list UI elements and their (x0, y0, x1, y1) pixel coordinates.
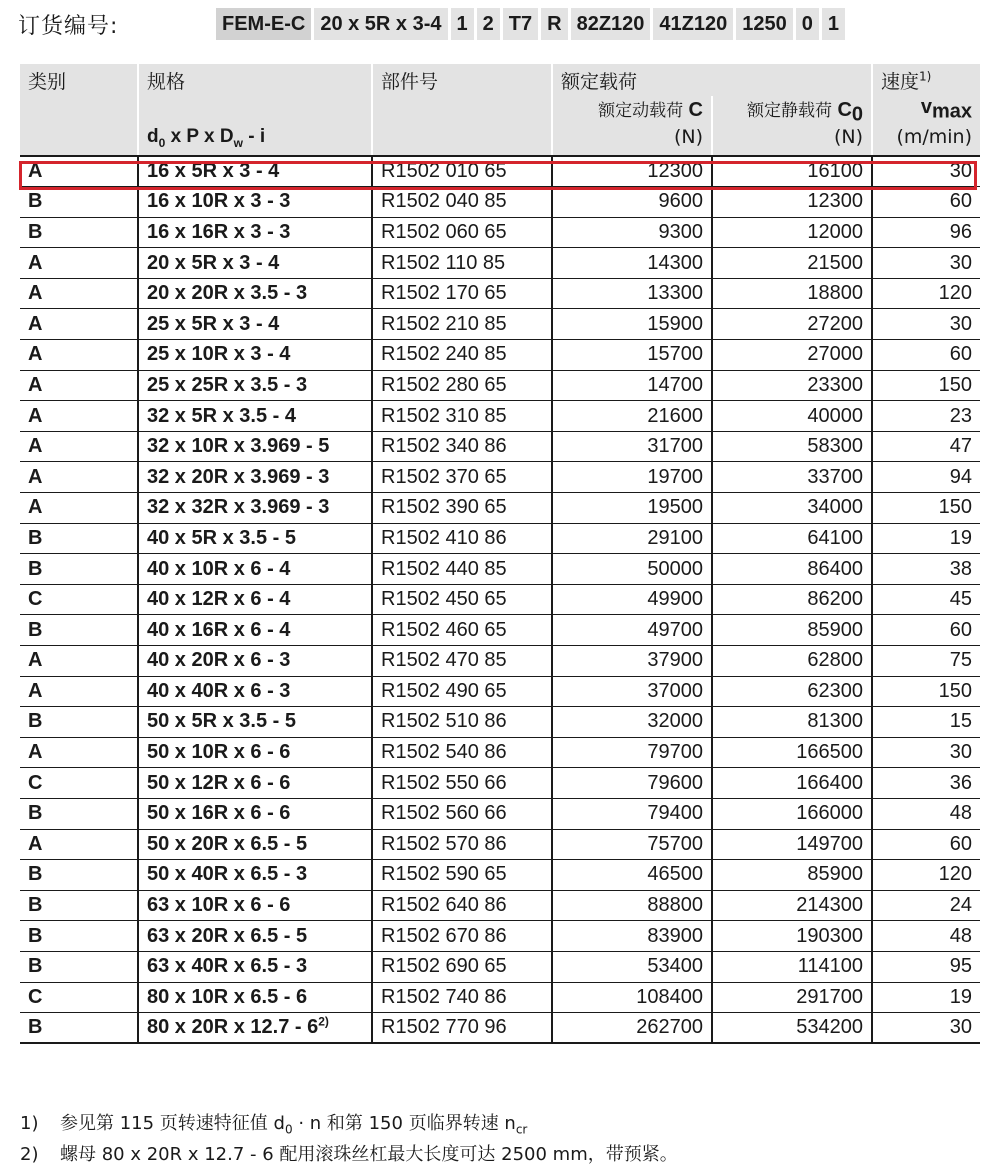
cell-static-load: 64100 (712, 523, 872, 554)
cell-static-load: 149700 (712, 829, 872, 860)
table-row (20, 646, 980, 677)
cell-category: B (20, 217, 138, 248)
table-row (20, 676, 980, 707)
order-code-cell: FEM-E-C (216, 8, 311, 40)
cell-speed: 24 (872, 890, 980, 921)
cell-static-load: 62300 (712, 676, 872, 707)
header-dynamic-load: 额定动载荷 C (552, 96, 712, 126)
cell-category: A (20, 309, 138, 340)
order-code-cell: 82Z120 (571, 8, 651, 40)
table-row (20, 309, 980, 340)
cell-static-load: 85900 (712, 860, 872, 891)
cell-spec: 50 x 40R x 6.5 - 3 (138, 860, 372, 891)
order-code-cells (216, 8, 848, 40)
cell-dynamic-load: 53400 (552, 951, 712, 982)
order-code-cell: T7 (503, 8, 538, 40)
spec-table-body (20, 156, 980, 1043)
cell-category: A (20, 401, 138, 432)
cell-spec: 40 x 10R x 6 - 4 (138, 554, 372, 585)
table-row (20, 829, 980, 860)
cell-part-no: R1502 210 85 (372, 309, 552, 340)
cell-spec: 40 x 5R x 3.5 - 5 (138, 523, 372, 554)
cell-static-load: 58300 (712, 431, 872, 462)
cell-spec: 50 x 12R x 6 - 6 (138, 768, 372, 799)
cell-category: B (20, 890, 138, 921)
cell-dynamic-load: 83900 (552, 921, 712, 952)
header-spec: 规格 (138, 64, 372, 96)
cell-dynamic-load: 32000 (552, 707, 712, 738)
cell-static-load: 12000 (712, 217, 872, 248)
cell-spec: 80 x 20R x 12.7 - 6$^{2)}$ (138, 1013, 372, 1044)
cell-speed: 48 (872, 798, 980, 829)
cell-static-load: 18800 (712, 278, 872, 309)
order-code-cell: 20 x 5R x 3-4 (314, 8, 447, 40)
cell-dynamic-load: 29100 (552, 523, 712, 554)
cell-speed: 30 (872, 1013, 980, 1044)
cell-spec: 50 x 5R x 3.5 - 5 (138, 707, 372, 738)
cell-category: A (20, 646, 138, 677)
cell-category: B (20, 798, 138, 829)
cell-spec: 80 x 10R x 6.5 - 6 (138, 982, 372, 1013)
cell-static-load: 534200 (712, 1013, 872, 1044)
table-row (20, 156, 980, 187)
cell-speed: 15 (872, 707, 980, 738)
order-code-cell: 1 (451, 8, 474, 40)
cell-static-load: 16100 (712, 156, 872, 187)
order-code-cell: 2 (477, 8, 500, 40)
cell-part-no: R1502 570 86 (372, 829, 552, 860)
cell-dynamic-load: 9300 (552, 217, 712, 248)
cell-static-load: 166500 (712, 737, 872, 768)
cell-category: B (20, 523, 138, 554)
cell-dynamic-load: 15700 (552, 340, 712, 371)
cell-category: A (20, 370, 138, 401)
table-row (20, 860, 980, 891)
cell-static-load: 12300 (712, 187, 872, 218)
cell-category: B (20, 951, 138, 982)
cell-spec: 50 x 20R x 6.5 - 5 (138, 829, 372, 860)
cell-part-no: R1502 670 86 (372, 921, 552, 952)
cell-dynamic-load: 108400 (552, 982, 712, 1013)
cell-speed: 95 (872, 951, 980, 982)
cell-part-no: R1502 010 65 (372, 156, 552, 187)
cell-spec: 40 x 12R x 6 - 4 (138, 584, 372, 615)
cell-dynamic-load: 49700 (552, 615, 712, 646)
cell-part-no: R1502 560 66 (372, 798, 552, 829)
order-code-cell: R (541, 8, 567, 40)
cell-dynamic-load: 14700 (552, 370, 712, 401)
cell-speed: 23 (872, 401, 980, 432)
order-code-cell: 41Z120 (653, 8, 733, 40)
cell-dynamic-load: 88800 (552, 890, 712, 921)
cell-speed: 38 (872, 554, 980, 585)
cell-spec: 32 x 20R x 3.969 - 3 (138, 462, 372, 493)
cell-speed: 150 (872, 493, 980, 524)
cell-category: B (20, 187, 138, 218)
cell-dynamic-load: 79700 (552, 737, 712, 768)
cell-static-load: 114100 (712, 951, 872, 982)
table-row (20, 248, 980, 279)
cell-category: A (20, 737, 138, 768)
header-speed-symbol: $v_{max}$ (872, 96, 980, 126)
table-row (20, 982, 980, 1013)
cell-static-load: 85900 (712, 615, 872, 646)
cell-part-no: R1502 740 86 (372, 982, 552, 1013)
cell-speed: 30 (872, 737, 980, 768)
header-static-load: 额定静载荷 $C_0$ (712, 96, 872, 126)
table-row (20, 431, 980, 462)
table-row (20, 278, 980, 309)
cell-category: B (20, 1013, 138, 1044)
cell-category: A (20, 462, 138, 493)
spec-table (20, 64, 980, 1044)
cell-part-no: R1502 450 65 (372, 584, 552, 615)
cell-dynamic-load: 262700 (552, 1013, 712, 1044)
cell-dynamic-load: 37900 (552, 646, 712, 677)
cell-part-no: R1502 540 86 (372, 737, 552, 768)
cell-category: A (20, 278, 138, 309)
cell-spec: 63 x 40R x 6.5 - 3 (138, 951, 372, 982)
table-row (20, 768, 980, 799)
cell-category: B (20, 860, 138, 891)
footnotes (20, 1108, 678, 1170)
cell-part-no: R1502 040 85 (372, 187, 552, 218)
cell-speed: 47 (872, 431, 980, 462)
table-row (20, 890, 980, 921)
cell-part-no: R1502 410 86 (372, 523, 552, 554)
cell-static-load: 81300 (712, 707, 872, 738)
cell-speed: 30 (872, 156, 980, 187)
cell-dynamic-load: 37000 (552, 676, 712, 707)
cell-spec: 16 x 5R x 3 - 4 (138, 156, 372, 187)
cell-dynamic-load: 19700 (552, 462, 712, 493)
cell-speed: 30 (872, 309, 980, 340)
cell-speed: 36 (872, 768, 980, 799)
cell-dynamic-load: 50000 (552, 554, 712, 585)
header-speed-unit: (m/min) (872, 126, 980, 156)
cell-speed: 150 (872, 676, 980, 707)
cell-spec: 25 x 25R x 3.5 - 3 (138, 370, 372, 401)
header-rated-load: 额定载荷 (552, 64, 872, 96)
footnote: 1) 参见第 115 页转速特征值 $d_0 \cdot n$ 和第 150 页临界转速 $n_{cr}$ (20, 1113, 528, 1137)
cell-part-no: R1502 770 96 (372, 1013, 552, 1044)
cell-spec: 25 x 10R x 3 - 4 (138, 340, 372, 371)
cell-category: A (20, 248, 138, 279)
table-row (20, 217, 980, 248)
cell-dynamic-load: 19500 (552, 493, 712, 524)
cell-speed: 60 (872, 187, 980, 218)
cell-part-no: R1502 440 85 (372, 554, 552, 585)
cell-spec: 20 x 5R x 3 - 4 (138, 248, 372, 279)
cell-part-no: R1502 590 65 (372, 860, 552, 891)
cell-part-no: R1502 280 65 (372, 370, 552, 401)
order-code-cell: 0 (796, 8, 819, 40)
cell-speed: 60 (872, 615, 980, 646)
cell-category: A (20, 676, 138, 707)
cell-speed: 94 (872, 462, 980, 493)
cell-spec: 32 x 32R x 3.969 - 3 (138, 493, 372, 524)
cell-static-load: 214300 (712, 890, 872, 921)
cell-part-no: R1502 370 65 (372, 462, 552, 493)
cell-static-load: 40000 (712, 401, 872, 432)
cell-static-load: 166400 (712, 768, 872, 799)
cell-dynamic-load: 75700 (552, 829, 712, 860)
cell-speed: 19 (872, 523, 980, 554)
cell-dynamic-load: 21600 (552, 401, 712, 432)
cell-static-load: 21500 (712, 248, 872, 279)
table-row (20, 340, 980, 371)
cell-spec: 63 x 20R x 6.5 - 5 (138, 921, 372, 952)
cell-static-load: 27000 (712, 340, 872, 371)
cell-dynamic-load: 12300 (552, 156, 712, 187)
cell-part-no: R1502 550 66 (372, 768, 552, 799)
order-code-strip (18, 6, 848, 42)
cell-static-load: 62800 (712, 646, 872, 677)
header-spec-formula: $d_0$ x P x $D_w$ - i (138, 126, 372, 156)
cell-part-no: R1502 170 65 (372, 278, 552, 309)
cell-speed: 45 (872, 584, 980, 615)
order-code-cell: 1 (822, 8, 845, 40)
cell-part-no: R1502 340 86 (372, 431, 552, 462)
cell-static-load: 190300 (712, 921, 872, 952)
cell-dynamic-load: 9600 (552, 187, 712, 218)
cell-part-no: R1502 490 65 (372, 676, 552, 707)
cell-dynamic-load: 46500 (552, 860, 712, 891)
cell-dynamic-load: 15900 (552, 309, 712, 340)
table-row (20, 493, 980, 524)
cell-category: C (20, 584, 138, 615)
cell-spec: 50 x 10R x 6 - 6 (138, 737, 372, 768)
cell-category: A (20, 156, 138, 187)
cell-part-no: R1502 510 86 (372, 707, 552, 738)
cell-part-no: R1502 690 65 (372, 951, 552, 982)
cell-speed: 48 (872, 921, 980, 952)
cell-category: A (20, 431, 138, 462)
header-speed: 速度$^{1)}$ (872, 64, 980, 96)
table-row (20, 798, 980, 829)
cell-dynamic-load: 49900 (552, 584, 712, 615)
cell-static-load: 86400 (712, 554, 872, 585)
cell-category: A (20, 829, 138, 860)
cell-static-load: 33700 (712, 462, 872, 493)
table-row (20, 523, 980, 554)
cell-speed: 120 (872, 278, 980, 309)
cell-speed: 19 (872, 982, 980, 1013)
cell-static-load: 34000 (712, 493, 872, 524)
cell-speed: 96 (872, 217, 980, 248)
cell-static-load: 291700 (712, 982, 872, 1013)
footnote: 2) 螺母 80 x 20R x 12.7 - 6 配用滚珠丝杠最大长度可达 2500 mm，带预紧。 (20, 1144, 678, 1165)
cell-part-no: R1502 110 85 (372, 248, 552, 279)
cell-spec: 40 x 16R x 6 - 4 (138, 615, 372, 646)
cell-category: A (20, 340, 138, 371)
cell-category: A (20, 493, 138, 524)
table-row (20, 462, 980, 493)
cell-part-no: R1502 390 65 (372, 493, 552, 524)
cell-dynamic-load: 79400 (552, 798, 712, 829)
table-row (20, 737, 980, 768)
header-category: 类别 (20, 64, 138, 96)
cell-dynamic-load: 79600 (552, 768, 712, 799)
cell-speed: 30 (872, 248, 980, 279)
cell-spec: 40 x 20R x 6 - 3 (138, 646, 372, 677)
cell-category: B (20, 615, 138, 646)
table-row (20, 370, 980, 401)
cell-static-load: 27200 (712, 309, 872, 340)
cell-part-no: R1502 060 65 (372, 217, 552, 248)
cell-static-load: 86200 (712, 584, 872, 615)
cell-category: B (20, 554, 138, 585)
cell-dynamic-load: 14300 (552, 248, 712, 279)
cell-static-load: 166000 (712, 798, 872, 829)
cell-spec: 50 x 16R x 6 - 6 (138, 798, 372, 829)
table-row (20, 951, 980, 982)
cell-spec: 20 x 20R x 3.5 - 3 (138, 278, 372, 309)
table-row (20, 1013, 980, 1044)
table-row (20, 707, 980, 738)
cell-part-no: R1502 310 85 (372, 401, 552, 432)
header-dynamic-unit: (N) (552, 126, 712, 156)
cell-category: B (20, 707, 138, 738)
table-row (20, 921, 980, 952)
cell-dynamic-load: 13300 (552, 278, 712, 309)
cell-spec: 16 x 10R x 3 - 3 (138, 187, 372, 218)
cell-speed: 60 (872, 829, 980, 860)
cell-part-no: R1502 240 85 (372, 340, 552, 371)
cell-spec: 63 x 10R x 6 - 6 (138, 890, 372, 921)
table-row (20, 554, 980, 585)
table-row (20, 187, 980, 218)
table-row (20, 401, 980, 432)
cell-speed: 120 (872, 860, 980, 891)
cell-speed: 75 (872, 646, 980, 677)
header-part-no: 部件号 (372, 64, 552, 96)
cell-spec: 16 x 16R x 3 - 3 (138, 217, 372, 248)
cell-category: B (20, 921, 138, 952)
order-code-label: 订货编号: (18, 13, 119, 39)
table-row (20, 615, 980, 646)
cell-static-load: 23300 (712, 370, 872, 401)
cell-spec: 32 x 5R x 3.5 - 4 (138, 401, 372, 432)
cell-part-no: R1502 460 65 (372, 615, 552, 646)
cell-category: C (20, 768, 138, 799)
cell-spec: 25 x 5R x 3 - 4 (138, 309, 372, 340)
cell-dynamic-load: 31700 (552, 431, 712, 462)
cell-spec: 40 x 40R x 6 - 3 (138, 676, 372, 707)
cell-category: C (20, 982, 138, 1013)
order-code-cell: 1250 (736, 8, 793, 40)
cell-speed: 60 (872, 340, 980, 371)
table-row (20, 584, 980, 615)
cell-spec: 32 x 10R x 3.969 - 5 (138, 431, 372, 462)
cell-part-no: R1502 470 85 (372, 646, 552, 677)
header-static-unit: (N) (712, 126, 872, 156)
cell-speed: 150 (872, 370, 980, 401)
cell-part-no: R1502 640 86 (372, 890, 552, 921)
